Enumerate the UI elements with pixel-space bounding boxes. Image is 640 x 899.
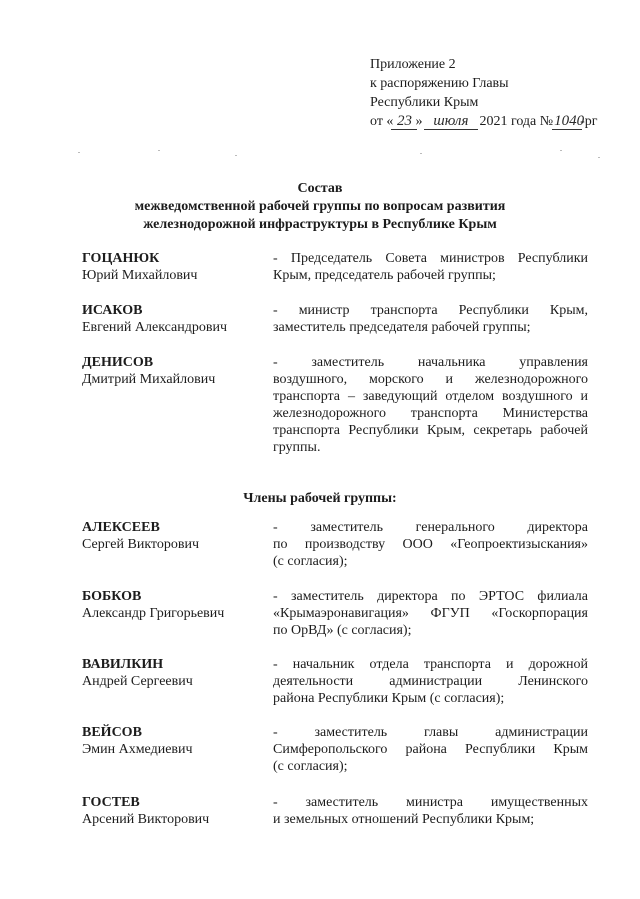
role-text — [273, 588, 588, 639]
handwritten-month: шюля — [426, 112, 476, 131]
scan-speck — [235, 155, 237, 156]
role-line: (с согласия); — [273, 759, 348, 774]
surname: ВЕЙСОВ — [82, 725, 142, 740]
title-line-2: межведомственной рабочей группы по вопросам развития — [134, 199, 506, 214]
given-name: Дмитрий Михайлович — [82, 372, 216, 387]
given-name: Евгений Александрович — [82, 320, 228, 335]
surname: ДЕНИСОВ — [82, 355, 154, 370]
role-line: (с согласия); — [273, 554, 348, 569]
given-name: Сергей Викторович — [82, 537, 200, 552]
role-line: - заместитель генерального директора — [273, 520, 588, 535]
person-name — [82, 250, 272, 284]
scan-speck — [78, 152, 80, 153]
role-line: транспорта Республики Крым, секретарь рабочей — [273, 423, 588, 438]
person-name — [82, 588, 272, 622]
person-name — [82, 656, 272, 690]
surname: ГОЦАНЮК — [82, 251, 160, 266]
role-text — [273, 354, 588, 456]
document-title — [60, 180, 580, 234]
role-line: района Республики Крым (с согласия); — [273, 691, 505, 706]
appendix-line-1: Приложение 2 — [370, 57, 456, 72]
given-name: Александр Григорьевич — [82, 606, 225, 621]
role-line: деятельности администрации Ленинского — [273, 674, 588, 689]
role-text — [273, 302, 588, 336]
surname: ИСАКОВ — [82, 303, 143, 318]
role-text — [273, 656, 588, 707]
role-line: воздушного, морского и железнодорожного — [273, 372, 588, 387]
role-line: - начальник отдела транспорта и дорожной — [273, 657, 588, 672]
surname: ВАВИЛКИН — [82, 657, 164, 672]
date-prefix: от « — [370, 114, 394, 129]
scan-speck — [420, 153, 422, 154]
date-year: 2021 года № — [475, 114, 554, 129]
role-line: железнодорожного транспорта Министерства — [273, 406, 588, 421]
person-name — [82, 354, 272, 388]
handwritten-number: 1040 — [554, 113, 585, 129]
title-line-3: железнодорожной инфраструктуры в Республике Крым — [143, 217, 497, 232]
role-line: по производству ООО «Геопроектизыскания» — [273, 537, 588, 552]
given-name: Арсений Викторович — [82, 812, 210, 827]
person-name — [82, 724, 272, 758]
role-line: и земельных отношений Республики Крым; — [273, 812, 535, 827]
role-text — [273, 250, 588, 284]
role-line: группы. — [273, 440, 321, 455]
role-line: «Крымаэронавигация» ФГУП «Госкорпорация — [273, 606, 588, 621]
given-name: Юрий Михайлович — [82, 268, 198, 283]
role-line: Крым, председатель рабочей группы; — [273, 268, 496, 283]
role-line: - министр транспорта Республики Крым, — [273, 303, 588, 318]
scan-speck — [158, 150, 160, 151]
person-name — [82, 519, 272, 553]
appendix-date-line: от « 23 » шюля 2021 года №1040-рг — [370, 113, 598, 129]
role-text — [273, 794, 588, 828]
role-text — [273, 724, 588, 775]
person-name — [82, 794, 272, 828]
person-name — [82, 302, 272, 336]
role-line: заместитель председателя рабочей группы; — [273, 320, 531, 335]
handwritten-day: 23 — [393, 112, 415, 131]
given-name: Эмин Ахмедиевич — [82, 742, 193, 757]
surname: ГОСТЕВ — [82, 795, 140, 810]
role-line: по ОрВД» (с согласия); — [273, 623, 412, 638]
role-line: - заместитель главы администрации — [273, 725, 588, 740]
number-suffix: -рг — [580, 114, 598, 129]
appendix-line-3: Республики Крым — [370, 95, 479, 110]
title-line-1: Состав — [297, 181, 343, 196]
role-text — [273, 519, 588, 570]
role-line: Симферопольского района Республики Крым — [273, 742, 588, 757]
scan-speck — [560, 150, 562, 151]
role-line: - заместитель директора по ЭРТОС филиала — [273, 589, 588, 604]
given-name: Андрей Сергеевич — [82, 674, 193, 689]
scan-speck — [598, 157, 600, 158]
appendix-block — [370, 55, 620, 131]
role-line: - заместитель начальника управления — [273, 355, 588, 370]
role-line: - заместитель министра имущественных — [273, 795, 588, 810]
members-heading: Члены рабочей группы: — [243, 491, 397, 506]
surname: БОБКОВ — [82, 589, 142, 604]
surname: АЛЕКСЕЕВ — [82, 520, 160, 535]
role-line: транспорта – заведующий отделом воздушного и — [273, 389, 588, 404]
role-line: - Председатель Совета министров Республики — [273, 251, 588, 266]
appendix-line-2: к распоряжению Главы — [370, 76, 509, 91]
